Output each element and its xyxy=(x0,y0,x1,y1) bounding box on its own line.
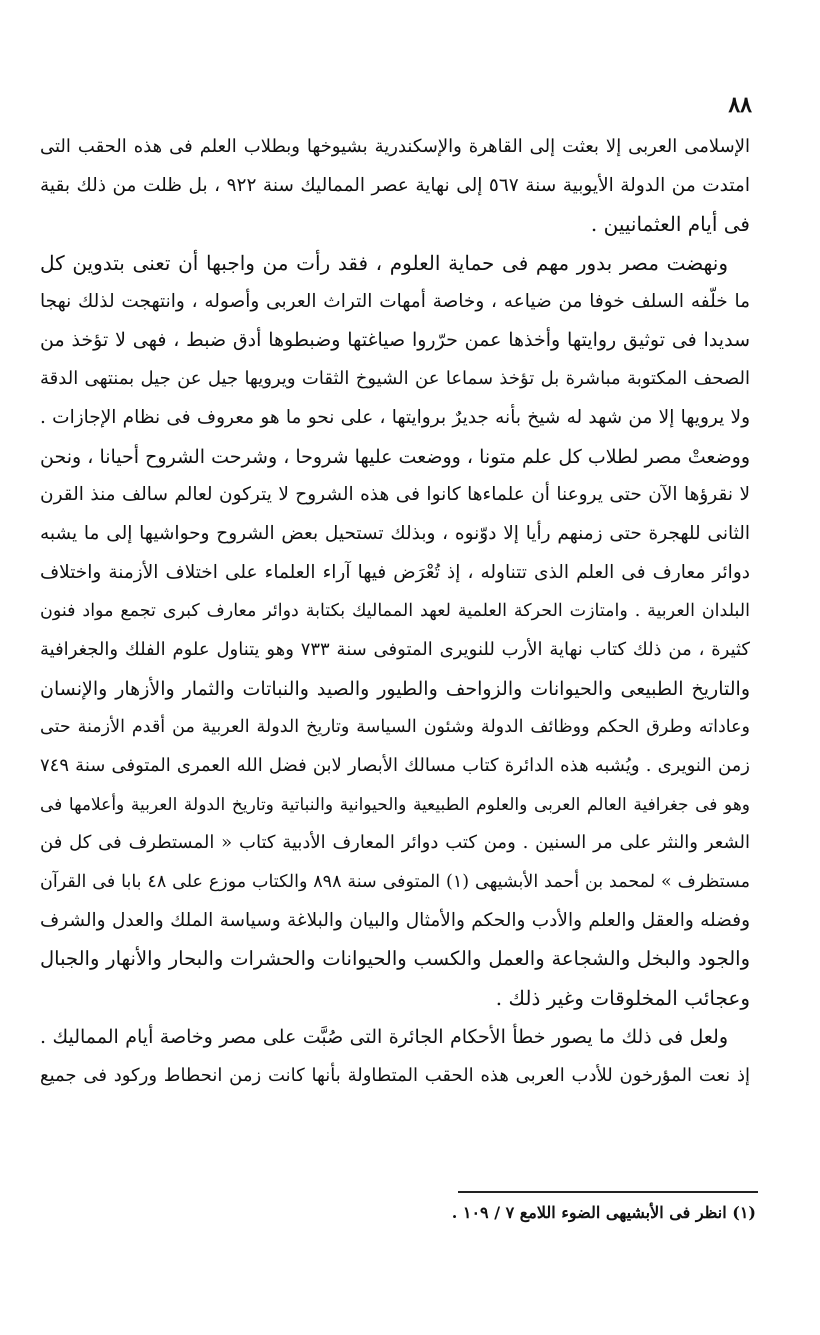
text-line: ولا يرويها إلا من شهد له شيخ بأنه جديرٌ بروايتها ، على نحو ما هو معروف فى نظام الإجازات . xyxy=(40,406,750,428)
text-line: الصحف المكتوبة مباشرة بل تؤخذ سماعا عن الشيوخ الثقات ويرويها جيل عن جيل بمنتهى الدقة xyxy=(40,368,750,390)
text-line: الإسلامى العربى إلا بعثت إلى القاهرة والإسكندرية بشيوخها وبطلاب العلم فى هذه الحقب التى xyxy=(40,136,750,157)
text-line: امتدت من الدولة الأيوبية سنة ٥٦٧ إلى نهاية عصر المماليك سنة ٩٢٢ ، بل ظلت من ذلك بقية xyxy=(40,174,750,196)
text-line: والتاريخ الطبيعى والحيوانات والزواحف والطيور والصيد والنباتات والثمار والأزهار والإنسان xyxy=(40,677,750,700)
text-line: الثانى للهجرة حتى زمنهم رأيا إلا دوّنوه ، وبذلك تستحيل بعض الشروح وحواشيها إلى ما يشبه xyxy=(40,522,750,544)
text-line: مستظرف » لمحمد بن أحمد الأبشيهى (١) المتوفى سنة ٨٩٨ والكتاب موزع على ٤٨ بابا فى القرآن xyxy=(40,872,750,893)
text-line: لا نقرؤها الآن حتى يروعنا أن علماءها كانوا فى هذه الشروح لا يتركون لعالم سالف منذ القرن xyxy=(40,484,750,506)
text-line: ولعل فى ذلك ما يصور خطأ الأحكام الجائرة التى صُبَّت على مصر وخاصة أيام المماليك . xyxy=(40,1025,728,1048)
text-line: كثيرة ، من ذلك كتاب نهاية الأرب للنويرى المتوفى سنة ٧٣٣ وهو يتناول علوم الفلك والجغرافية xyxy=(40,638,751,660)
text-line: دوائر معارف فى العلم الذى تتناوله ، إذ تُعْرَض فيها آراء العلماء على اختلاف الأزمنة واختلاف xyxy=(40,561,750,583)
text-line: ونهضت مصر بدور مهم فى حماية العلوم ، فقد رأت من واجبها أن تعنى بتدوين كل xyxy=(40,251,729,276)
text-line: ووضعتْ مصر لطلاب كل علم متونا ، ووضعت عليها شروحا ، وشرحت الشروح أحيانا ، ونحن xyxy=(40,445,750,468)
text-line: فى أيام العثمانيين . xyxy=(590,212,750,237)
text-line: ما خلّفه السلف خوفا من ضياعه ، وخاصة أمهات التراث العربى وأصوله ، وانتهجت لذلك نهجا xyxy=(40,290,750,312)
body-text xyxy=(40,128,750,1095)
footnote: (١) انظر فى الأبشيهى الضوء اللامع ٧ / ١٠٩ . xyxy=(451,1203,756,1222)
text-line: والجود والبخل والشجاعة والعمل والكسب والحيوانات والحشرات والبحار والأنهار والجبال xyxy=(40,947,750,971)
text-line: وعجائب المخلوقات وغير ذلك . xyxy=(495,986,750,1011)
footnote-divider xyxy=(458,1191,758,1193)
text-line: زمن النويرى . ويُشبه هذه الدائرة كتاب مسالك الأبصار لابن فضل الله العمرى المتوفى سنة ٧٤٩ xyxy=(40,755,750,776)
text-line: الشعر والنثر على مر السنين . ومن كتب دوائر المعارف الأدبية كتاب « المستطرف فى كل فن xyxy=(40,832,750,854)
text-line: سديدا فى توثيق روايتها وأخذها عمن حرّروا صياغتها وضبطوها أدق ضبط ، فهى لا تؤخذ من xyxy=(40,329,750,352)
page-number: ٨٨ xyxy=(728,92,752,118)
text-line: وعاداته وطرق الحكم ووظائف الدولة وشئون السياسة وتاريخ الدولة العربية من أقدم الأزمنة حتى xyxy=(40,717,750,738)
text-line: البلدان العربية . وامتازت الحركة العلمية لعهد المماليك بكتابة دوائر معارف كبرى تجمع مواد فنون xyxy=(40,601,750,622)
text-line: وفضله والعقل والعلم والأدب والحكم والأمثال والبيان والبلاغة وسياسة الملك والعدل والشرف xyxy=(40,909,750,931)
text-line: وهو فى جغرافية العالم العربى والعلوم الطبيعية والحيوانية والنباتية وتاريخ الدولة العربية وأعلامها فى xyxy=(40,794,750,815)
text-line: إذ نعت المؤرخون للأدب العربى هذه الحقب المتطاولة بأنها كانت زمن انحطاط وركود فى جميع xyxy=(40,1064,750,1086)
